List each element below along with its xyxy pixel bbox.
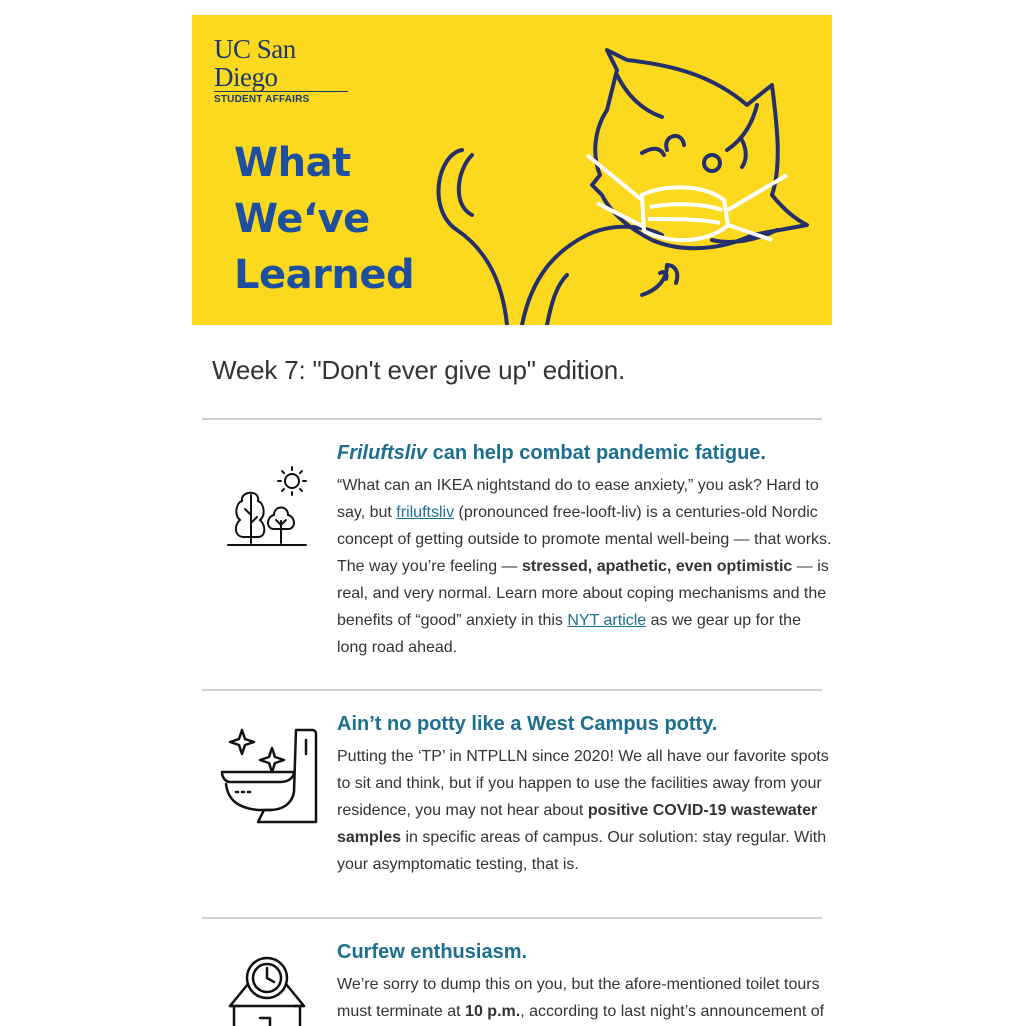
week-heading: Week 7: "Don't ever give up" edition. <box>212 355 625 385</box>
masked-cat-illustration <box>412 35 822 325</box>
nyt-article-link[interactable]: NYT article <box>567 612 647 629</box>
body-text: (pronounced free-looft-liv) is a centuries-old Nordic concept of getting outside to promote mental well-being — that works. The way you’re feeling — <box>337 504 832 575</box>
logo-name: UC San Diego <box>214 35 348 92</box>
friluftsliv-link[interactable]: friluftsliv <box>396 504 455 521</box>
section-curfew <box>337 939 832 1025</box>
section-title: Curfew enthusiasm. <box>337 941 528 963</box>
section-divider <box>202 689 822 691</box>
body-text: “What can an IKEA nightstand do to ease anxiety,” you ask? Hard to say, but <box>337 477 819 521</box>
bold-text: positive COVID-19 wastewater samples <box>337 802 818 846</box>
body-text: Putting the ‘TP’ in NTPLLN since 2020! We all have our favorite spots to sit and think, but if you happen to use the facilities away from your residence, you may not hear about <box>337 748 829 819</box>
section-title <box>337 440 832 466</box>
house-clock-icon <box>226 956 308 1026</box>
body-text: as we gear up for the long road ahead. <box>337 612 801 656</box>
bold-text: 10 p.m. <box>465 1003 521 1020</box>
section-west-campus-potty <box>337 711 832 878</box>
banner-title <box>234 135 414 303</box>
banner-title-line: We‘ve <box>234 196 370 242</box>
body-text: We’re sorry to dump this on you, but the afore-mentioned toilet tours must terminate at <box>337 976 820 1020</box>
ucsd-logo <box>214 35 348 105</box>
section-divider <box>202 418 822 420</box>
banner-title-line: Learned <box>234 252 415 298</box>
logo-subtitle: STUDENT AFFAIRS <box>214 94 310 105</box>
bold-text: stressed, apathetic, even optimistic <box>521 558 793 575</box>
body-text: in specific areas of campus. Our solution: stay regular. With your asymptomatic testing, that is. <box>337 829 827 873</box>
section-title-rest: can help combat pandemic fatigue. <box>427 442 766 464</box>
header-banner <box>192 15 832 325</box>
section-title-italic: Friluftsliv <box>337 442 428 464</box>
section-body <box>337 743 832 878</box>
section-friluftsliv <box>337 440 832 661</box>
section-divider <box>202 917 822 919</box>
body-text: — is real, and very normal. Learn more about coping mechanisms and the benefits of “good” anxiety in this <box>337 558 829 629</box>
section-title: Ain’t no potty like a West Campus potty. <box>337 713 718 735</box>
trees-and-sun-icon <box>226 465 308 547</box>
section-body <box>337 971 832 1025</box>
body-text: , according to last night’s announcement of <box>520 1003 825 1020</box>
sparkling-toilet-icon <box>218 726 320 828</box>
banner-title-line: What <box>234 140 351 186</box>
section-body <box>337 472 832 661</box>
